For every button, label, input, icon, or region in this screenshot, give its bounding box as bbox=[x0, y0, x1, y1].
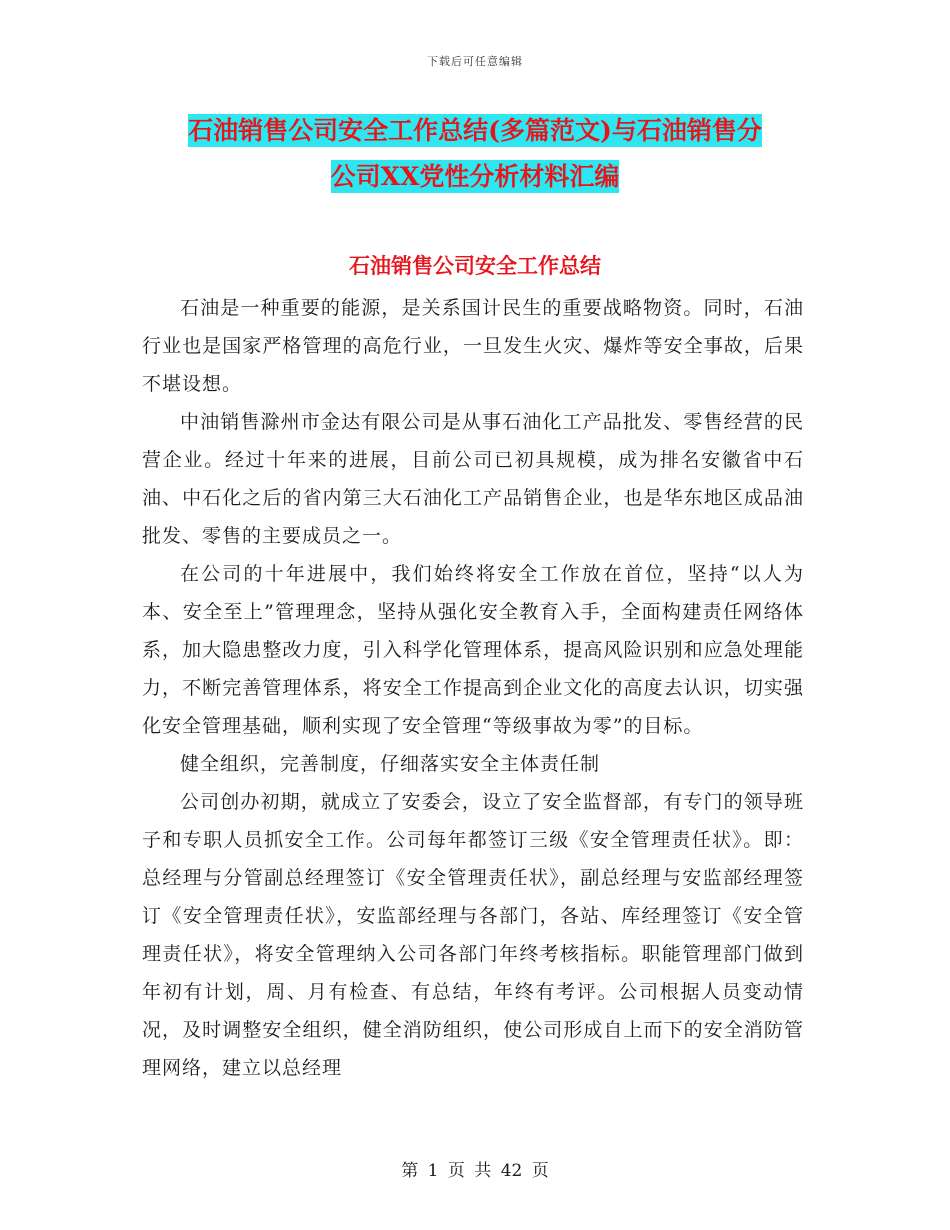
document-title-line-2: 公司XX党性分析材料汇编 bbox=[330, 162, 620, 191]
paragraph-subheading: 健全组织，完善制度，仔细落实安全主体责任制 bbox=[180, 753, 601, 775]
document-title bbox=[120, 108, 830, 200]
paragraph: 石油是一种重要的能源，是关系国计民生的重要战略物资。同时，石油行业也是国家严格管理的高危行业，一旦发生火灾、爆炸等安全事故，后果不堪设想。 bbox=[142, 297, 804, 395]
paragraph: 在公司的十年进展中，我们始终将安全工作放在首位，坚持“以人为本、安全至上”管理理念，坚持从强化安全教育入手，全面构建责任网络体系，加大隐患整改力度，引入科学化管理体系，提高风险识别和应急处理能力，不断完善管理体系，将安全工作提高到企业文化的高度去认识，切实强化安全管理基础，顺利实现了安全管理“等级事故为零”的目标。 bbox=[142, 563, 804, 737]
document-title-line-1: 石油销售公司安全工作总结(多篇范文)与石油销售分 bbox=[188, 116, 762, 145]
paragraph: 公司创办初期，就成立了安委会，设立了安全监督部，有专门的领导班子和专职人员抓安全工作。公司每年都签订三级《安全管理责任状》。即：总经理与分管副总经理签订《安全管理责任状》，副总经理与安监部经理签订《安全管理责任状》，安监部经理与各部门，各站、库经理签订《安全管理责任状》，将安全管理纳入公司各部门年终考核指标。职能管理部门做到年初有计划，周、月有检查、有总结，年终有考评。公司根据人员变动情况，及时调整安全组织，健全消防组织，使公司形成自上而下的安全消防管理网络，建立以总经理 bbox=[142, 791, 804, 1079]
section-title: 石油销售公司安全工作总结 bbox=[349, 253, 601, 278]
page-footer: 第 1 页 共 42 页 bbox=[401, 1161, 549, 1181]
paragraph: 中油销售滁州市金达有限公司是从事石油化工产品批发、零售经营的民营企业。经过十年来的进展，目前公司已初具规模，成为排名安徽省中石油、中石化之后的省内第三大石油化工产品销售企业，也是华东地区成品油批发、零售的主要成员之一。 bbox=[142, 411, 804, 547]
header-note: 下载后可任意编辑 bbox=[427, 55, 523, 68]
body-text bbox=[142, 289, 804, 1087]
